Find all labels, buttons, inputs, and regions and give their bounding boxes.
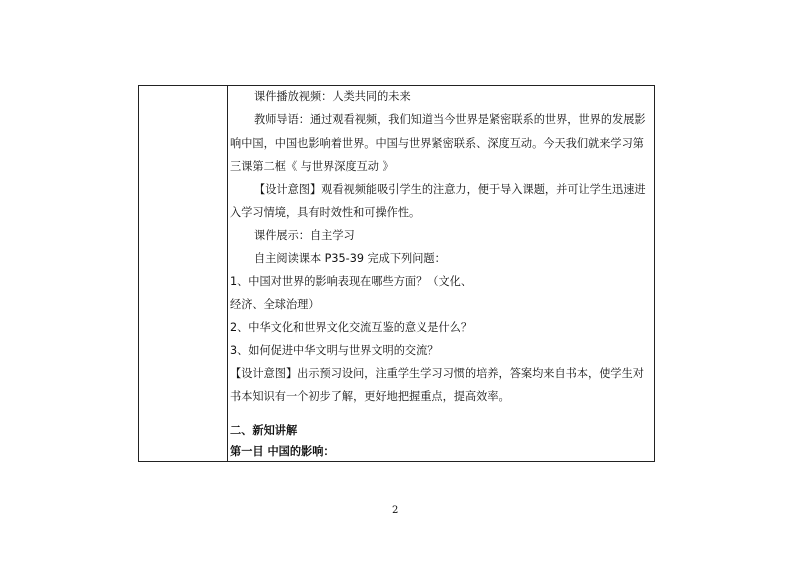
lesson-table: [138, 85, 655, 462]
question-1-line-2: 经济、全球治理）: [230, 298, 320, 311]
teacher-intro-line-2: 响中国，中国也影响着世界。中国与世界紧密联系、深度互动。今天我们就来学习第: [230, 137, 644, 150]
page-number: 2: [392, 505, 399, 516]
video-line: 课件播放视频：人类共同的未来: [254, 90, 411, 103]
section-heading: 二、新知讲解: [230, 424, 298, 437]
column-divider: [227, 86, 228, 461]
design-intent-2-line-1: 【设计意图】出示预习设问，注重学生学习习惯的培养，答案均来自书本，使学生对: [230, 367, 644, 380]
design-intent-1-line-2: 入学习情境，具有时效性和可操作性。: [230, 206, 421, 219]
lesson-content-cell: [230, 86, 653, 461]
teacher-intro-line-1: 教师导语：通过观看视频，我们知道当今世界是紧密联系的世界，世界的发展影: [254, 113, 646, 126]
design-intent-2-line-2: 书本知识有一个初步了解，更好地把握重点，提高效率。: [230, 390, 510, 403]
courseware-display-line: 课件展示：自主学习: [254, 229, 355, 242]
question-1-line-1: 1、中国对世界的影响表现在哪些方面？（文化、: [230, 275, 473, 288]
subsection-heading: 第一目 中国的影响：: [230, 445, 335, 458]
question-3-line: 3、如何促进中华文明与世界文明的交流？: [230, 344, 439, 357]
teacher-intro-line-3: 三课第二框《 与世界深度互动 》: [230, 160, 394, 173]
self-reading-line: 自主阅读课本 P35-39 完成下列问题：: [254, 252, 446, 265]
question-2-line: 2、中华文化和世界文化交流互鉴的意义是什么？: [230, 321, 473, 334]
design-intent-1-line-1: 【设计意图】观看视频能吸引学生的注意力，便于导入课题，并可让学生迅速进: [254, 183, 646, 196]
